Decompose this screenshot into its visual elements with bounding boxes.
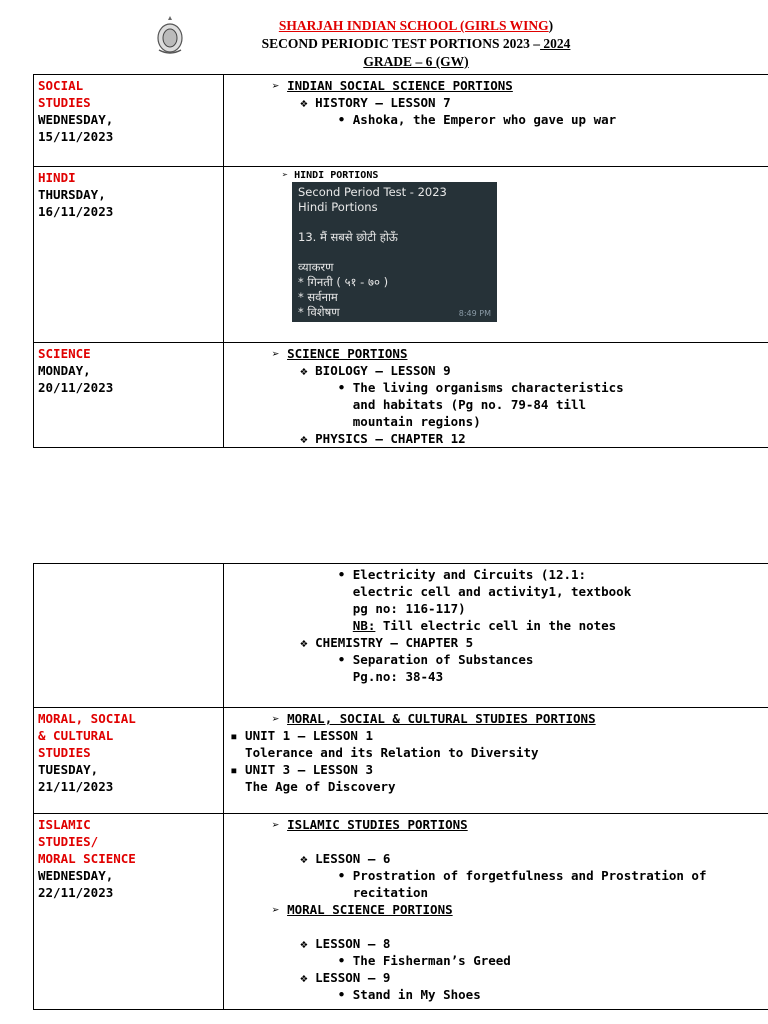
portion-line: recitation (270, 885, 429, 900)
portion-line: ▪ UNIT 3 – LESSON 3 (230, 762, 373, 777)
portions-table-2 (33, 563, 768, 1010)
subject-name: MORAL, SOCIAL (38, 711, 136, 726)
blank-line (224, 918, 768, 935)
portion-heading: ➢ MORAL SCIENCE PORTIONS (272, 902, 453, 917)
subject-name: SOCIAL (38, 78, 84, 93)
portion-line: • Electricity and Circuits (12.1: (270, 567, 587, 582)
school-name: SHARJAH INDIAN SCHOOL (GIRLS WING) (278, 18, 554, 33)
portion-line: ❖ LESSON – 8 (270, 936, 391, 951)
exam-date: 16/11/2023 (38, 204, 114, 219)
image-spacer (298, 245, 491, 260)
image-text-line: Second Period Test - 2023 (298, 185, 447, 199)
portion-line: electric cell and activity1, textbook (270, 584, 632, 599)
exam-date: 22/11/2023 (38, 885, 114, 900)
image-text-line: 13. मैं सबसे छोटी होऊँ (298, 230, 398, 244)
row-science (34, 343, 768, 448)
page-header (0, 0, 768, 69)
subject-cell (34, 814, 224, 1010)
subject-name: STUDIES (38, 95, 91, 110)
portion-line: • Separation of Substances (270, 652, 534, 667)
portion-line: ❖ LESSON – 6 (270, 851, 391, 866)
portion-heading: ➢ INDIAN SOCIAL SCIENCE PORTIONS (272, 78, 513, 93)
subject-cell (34, 75, 224, 167)
row-hindi (34, 167, 768, 343)
portion-line: • Stand in My Shoes (270, 987, 481, 1002)
portion-line: ❖ PHYSICS – CHAPTER 12 (270, 431, 466, 446)
subject-name: STUDIES (38, 745, 91, 760)
exam-day: MONDAY, (38, 363, 91, 378)
portion-line: ❖ CHEMISTRY – CHAPTER 5 (270, 635, 474, 650)
portion-line: • Ashoka, the Emperor who gave up war (270, 112, 617, 127)
hindi-portions-screenshot (292, 182, 497, 322)
portion-line: Tolerance and its Relation to Diversity (230, 745, 539, 760)
row-moral-social-cultural (34, 708, 768, 814)
portion-cell (224, 708, 768, 814)
portion-line: ❖ LESSON – 9 (270, 970, 391, 985)
portion-heading: ➢ HINDI PORTIONS (270, 170, 379, 181)
portion-heading: ➢ SCIENCE PORTIONS (272, 346, 408, 361)
image-text-line: Hindi Portions (298, 200, 378, 214)
subject-cell (34, 343, 224, 448)
portion-cell (224, 167, 768, 343)
test-title: SECOND PERIODIC TEST PORTIONS 2023 – 2024 (261, 36, 571, 51)
portion-line: ❖ HISTORY – LESSON 7 (270, 95, 451, 110)
exam-day: WEDNESDAY, (38, 112, 114, 127)
subject-name: & CULTURAL (38, 728, 114, 743)
portion-line: mountain regions) (270, 414, 481, 429)
portions-table-1 (33, 74, 768, 448)
image-spacer (298, 215, 491, 230)
row-social-studies (34, 75, 768, 167)
image-text-line: * सर्वनाम (298, 290, 338, 304)
subject-cell (34, 167, 224, 343)
portion-cell (224, 343, 768, 448)
subject-name: STUDIES/ (38, 834, 99, 849)
portion-line: ▪ UNIT 1 – LESSON 1 (230, 728, 373, 743)
portion-line: The Age of Discovery (230, 779, 396, 794)
subject-cell (34, 564, 224, 708)
portion-line: • The Fisherman’s Greed (270, 953, 511, 968)
exam-date: 15/11/2023 (38, 129, 114, 144)
subject-name: ISLAMIC (38, 817, 91, 832)
blank-line (224, 833, 768, 850)
image-timestamp: 8:49 PM (458, 309, 491, 318)
exam-date: 21/11/2023 (38, 779, 114, 794)
row-science-continued (34, 564, 768, 708)
subject-name: HINDI (38, 170, 76, 185)
exam-day: TUESDAY, (38, 762, 99, 777)
image-text-line: * गिनती ( ५१ - ७० ) (298, 275, 389, 289)
portion-cell (224, 814, 768, 1010)
portion-line: • Prostration of forgetfulness and Prostration of (270, 868, 707, 883)
subject-name: MORAL SCIENCE (38, 851, 136, 866)
subject-name: SCIENCE (38, 346, 91, 361)
portion-cell (224, 75, 768, 167)
exam-day: THURSDAY, (38, 187, 106, 202)
portion-heading: ➢ MORAL, SOCIAL & CULTURAL STUDIES PORTIONS (272, 711, 596, 726)
exam-date: 20/11/2023 (38, 380, 114, 395)
subject-cell (34, 708, 224, 814)
exam-day: WEDNESDAY, (38, 868, 114, 883)
portion-line: Pg.no: 38-43 (270, 669, 444, 684)
portion-cell (224, 564, 768, 708)
portion-line: • The living organisms characteristics (270, 380, 624, 395)
portion-line: and habitats (Pg no. 79-84 till (270, 397, 587, 412)
portion-line: ❖ BIOLOGY – LESSON 9 (270, 363, 451, 378)
portion-heading: ➢ ISLAMIC STUDIES PORTIONS (272, 817, 468, 832)
image-text-line: * विशेषण (298, 305, 340, 319)
image-text-line: व्याकरण (298, 260, 334, 274)
grade-title: GRADE – 6 (GW) (363, 54, 469, 69)
portion-note: NB: Till electric cell in the notes (352, 618, 617, 633)
portion-line: pg no: 116-117) (270, 601, 466, 616)
row-islamic-moral-science (34, 814, 768, 1010)
